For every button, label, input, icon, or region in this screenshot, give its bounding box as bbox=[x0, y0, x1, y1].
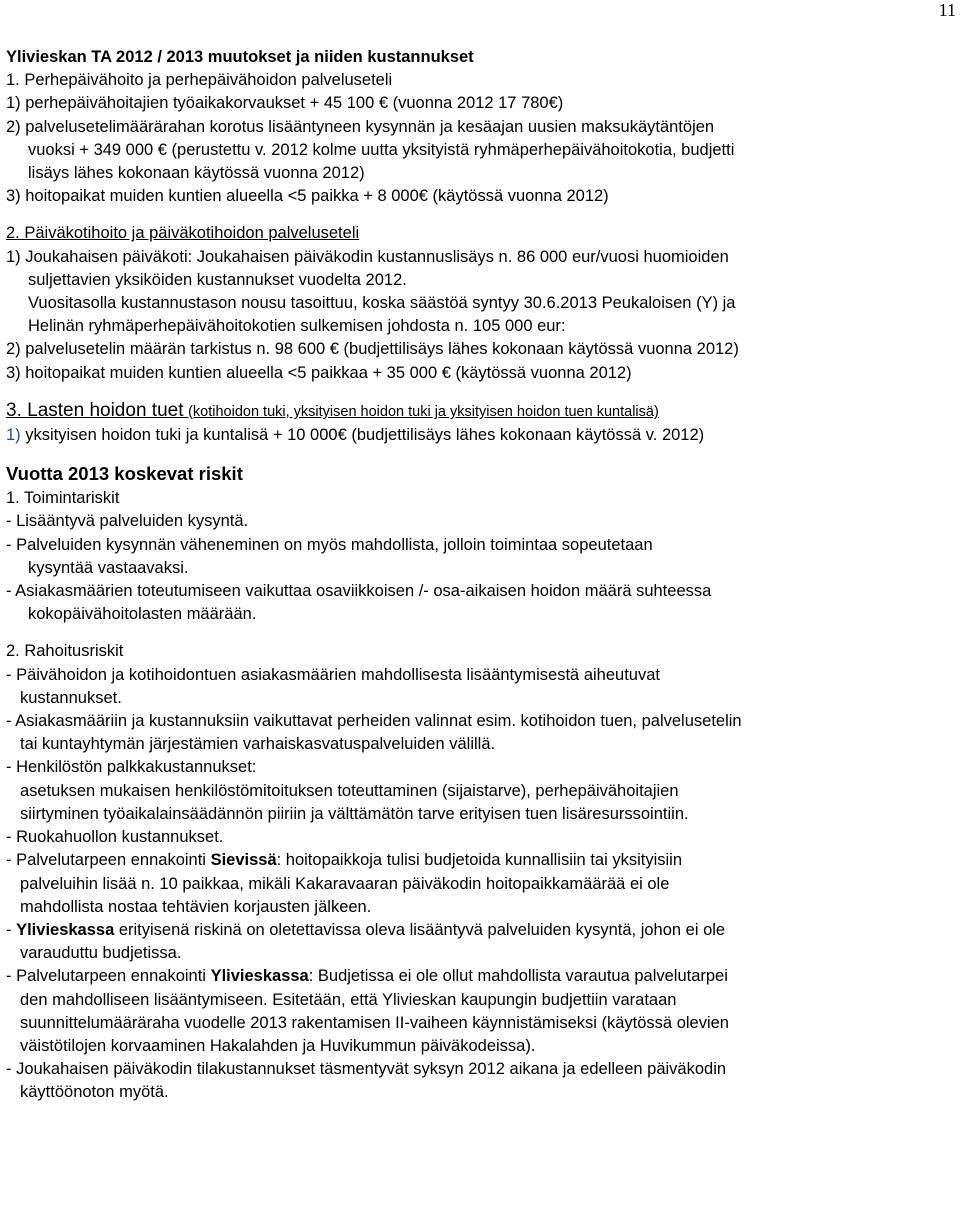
financial-risk-5-cont: palveluihin lisää n. 10 paikkaa, mikäli Kakaravaaran päiväkodin hoitopaikkamäärää ei ole bbox=[20, 874, 670, 893]
risks-heading: Vuotta 2013 koskevat riskit bbox=[6, 463, 243, 485]
financial-risk-5-prefix: - Palvelutarpeen ennakointi bbox=[6, 851, 211, 870]
section-1-heading: 1. Perhepäivähoito ja perhepäivähoidon palveluseteli bbox=[6, 71, 393, 90]
financial-risk-8-cont: käyttöönoton myötä. bbox=[20, 1083, 169, 1102]
operational-risk-3-cont: kokopäivähoitolasten määrään. bbox=[28, 605, 257, 624]
financial-risk-6-place: Ylivieskassa bbox=[16, 920, 115, 939]
operational-risk-3: - Asiakasmäärien toteutumiseen vaikuttaa osaviikkoisen /- osa-aikaisen hoidon määrä suhteessa bbox=[6, 582, 712, 601]
financial-risk-7-cont: väistötilojen korvaaminen Hakalahden ja Huvikummun päiväkodeissa). bbox=[20, 1036, 536, 1055]
financial-risk-7-text: : Budjetissa ei ole ollut mahdollista varautua palvelutarpei bbox=[308, 967, 728, 986]
financial-risk-6-text: erityisenä riskinä on oletettavissa oleva lisääntyvä palveluiden kysyntä, johon ei ole bbox=[114, 920, 726, 939]
financial-risk-2: - Asiakasmääriin ja kustannuksiin vaikuttavat perheiden valinnat esim. kotihoidon tuen, palvelusetelin bbox=[6, 712, 742, 731]
financial-risk-1-cont: kustannukset. bbox=[20, 688, 122, 707]
financial-risk-5-text: : hoitopaikkoja tulisi budjetoida kunnallisiin tai yksityisiin bbox=[276, 851, 683, 870]
section-2-item-1-cont: Vuositasolla kustannustason nousu tasoittuu, koska säästöä syntyy 30.6.2013 Peukaloisen (Y) ja bbox=[28, 294, 736, 313]
section-3-item-1-number: 1) bbox=[6, 426, 21, 445]
document-title: Ylivieskan TA 2012 / 2013 muutokset ja niiden kustannukset bbox=[6, 48, 474, 66]
financial-risk-3-cont: siirtyminen työaikalainsäädännön piiriin ja välttämätön tarve erityisen tuen lisäresurssointiin. bbox=[20, 804, 689, 823]
operational-risk-2: - Palveluiden kysynnän väheneminen on myös mahdollista, jolloin toimintaa sopeutetaan bbox=[6, 535, 653, 554]
financial-risk-5-place: Sievissä bbox=[210, 851, 277, 870]
section-2-item-2: 2) palvelusetelin määrän tarkistus n. 98 600 € (budjettilisäys lähes kokonaan käytössä vuonna 2012) bbox=[6, 340, 739, 359]
section-1-item-1: 1) perhepäivähoitajien työaikakorvaukset + 45 100 € (vuonna 2012 17 780€) bbox=[6, 94, 564, 113]
section-2-heading: 2. Päiväkotihoito ja päiväkotihoidon palveluseteli bbox=[6, 224, 360, 243]
financial-risk-7-cont: suunnittelumääräraha vuodelle 2013 rakentamisen II-vaiheen käynnistämiseksi (käytössä olevien bbox=[20, 1013, 729, 1032]
financial-risk-6-prefix: - bbox=[6, 920, 17, 939]
section-3-note: (kotihoidon tuki, yksityisen hoidon tuki ja yksityisen hoidon tuen kuntalisä) bbox=[188, 403, 659, 420]
section-3-item-1-text: yksityisen hoidon tuki ja kuntalisä + 10 000€ (budjettilisäys lähes kokonaan käytössä v. 2012) bbox=[20, 426, 705, 445]
financial-risk-4: - Ruokahuollon kustannukset. bbox=[6, 828, 224, 847]
financial-risk-3-cont: asetuksen mukaisen henkilöstömitoituksen toteuttaminen (sijaistarve), perhepäivähoitajien bbox=[20, 781, 679, 800]
section-2-item-1-cont: suljettavien yksiköiden kustannukset vuodelta 2012. bbox=[28, 270, 407, 289]
financial-risk-1: - Päivähoidon ja kotihoidontuen asiakasmäärien mahdollisesta lisääntymisestä aiheutuvat bbox=[6, 665, 660, 684]
section-1-item-2: 2) palvelusetelimäärärahan korotus lisääntyneen kysynnän ja kesäajan uusien maksukäytäntöjen bbox=[6, 117, 715, 136]
document-body bbox=[6, 46, 952, 1105]
section-2-item-1-cont: Helinän ryhmäperhepäivähoitokotien sulkemisen johdosta n. 105 000 eur: bbox=[28, 317, 566, 336]
section-1-item-2-cont: vuoksi + 349 000 € (perustettu v. 2012 kolme uutta yksityistä ryhmäperhepäivähoitokotia, budjetti bbox=[28, 140, 735, 159]
section-3-heading bbox=[6, 399, 952, 424]
section-2-item-3: 3) hoitopaikat muiden kuntien alueella <5 paikkaa + 35 000 € (käytössä vuonna 2012) bbox=[6, 363, 632, 382]
financial-risk-6-cont: varauduttu budjetissa. bbox=[20, 944, 182, 963]
financial-risk-5 bbox=[6, 849, 952, 872]
section-1-item-3: 3) hoitopaikat muiden kuntien alueella <5 paikka + 8 000€ (käytössä vuonna 2012) bbox=[6, 187, 609, 206]
section-2-item-1: 1) Joukahaisen päiväkoti: Joukahaisen päiväkodin kustannuslisäys n. 86 000 eur/vuosi huomioiden bbox=[6, 247, 729, 266]
financial-risk-7-prefix: - Palvelutarpeen ennakointi bbox=[6, 967, 211, 986]
financial-risk-3: - Henkilöstön palkkakustannukset: bbox=[6, 758, 257, 777]
financial-risk-8: - Joukahaisen päiväkodin tilakustannukset täsmentyvät syksyn 2012 aikana ja edelleen päiväkodin bbox=[6, 1060, 727, 1079]
financial-risk-7 bbox=[6, 965, 952, 988]
section-3-item-1 bbox=[6, 424, 952, 447]
operational-risks-heading: 1. Toimintariskit bbox=[6, 489, 120, 508]
financial-risk-6 bbox=[6, 919, 952, 942]
financial-risk-5-cont: mahdollista nostaa tehtävien korjausten jälkeen. bbox=[20, 897, 372, 916]
section-1-item-2-cont: lisäys lähes kokonaan käytössä vuonna 2012) bbox=[28, 164, 365, 183]
operational-risk-2-cont: kysyntää vastaavaksi. bbox=[28, 558, 189, 577]
financial-risk-2-cont: tai kuntayhtymän järjestämien varhaiskasvatuspalveluiden välillä. bbox=[20, 735, 496, 754]
section-3-title: 3. Lasten hoidon tuet bbox=[6, 399, 184, 421]
financial-risk-7-place: Ylivieskassa bbox=[210, 967, 309, 986]
operational-risk-1: - Lisääntyvä palveluiden kysyntä. bbox=[6, 512, 249, 531]
financial-risk-7-cont: den mahdolliseen lisääntymiseen. Esitetään, että Ylivieskan kaupungin budjettiin varataan bbox=[20, 990, 677, 1009]
financial-risks-heading: 2. Rahoitusriskit bbox=[6, 642, 124, 661]
page-number: 11 bbox=[938, 0, 956, 20]
